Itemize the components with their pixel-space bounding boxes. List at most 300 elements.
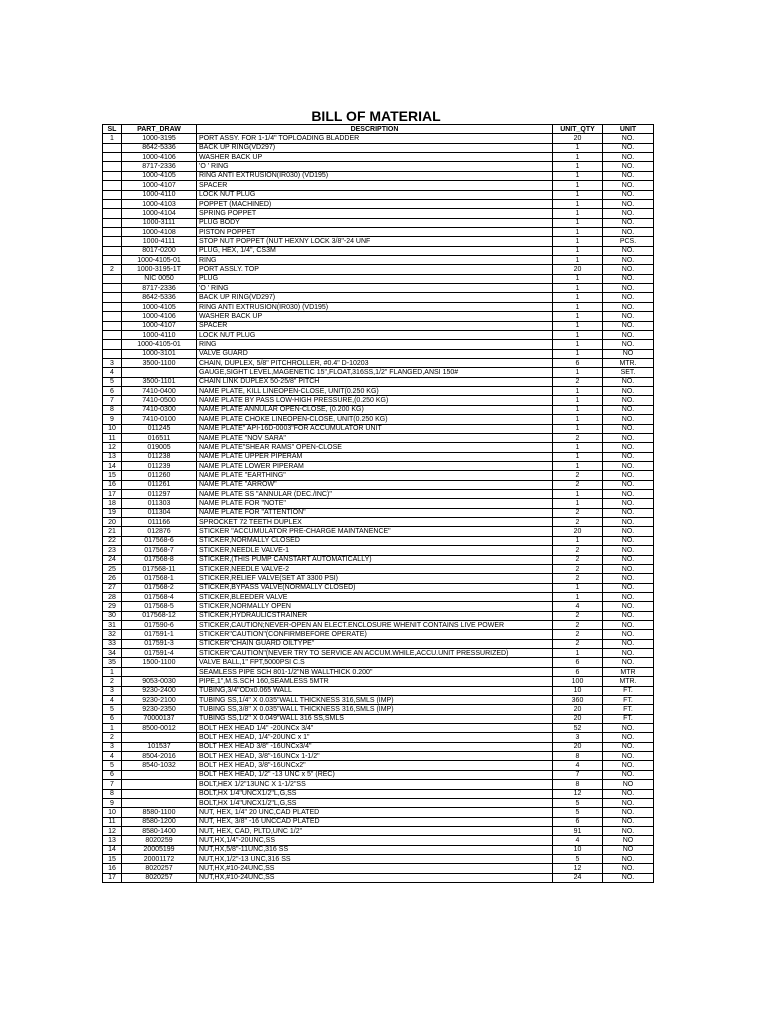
table-row	[103, 798, 654, 807]
cell-unit: NO.	[603, 873, 654, 882]
cell-unit-qty: 5	[553, 798, 603, 807]
table-row	[103, 639, 654, 648]
cell-sl	[103, 312, 122, 321]
cell-unit: NO.	[603, 555, 654, 564]
cell-unit: NO.	[603, 227, 654, 236]
cell-sl: 34	[103, 649, 122, 658]
cell-sl: 3	[103, 742, 122, 751]
cell-sl: 16	[103, 864, 122, 873]
cell-sl: 3	[103, 686, 122, 695]
table-row	[103, 284, 654, 293]
table-row	[103, 724, 654, 733]
table-row	[103, 518, 654, 527]
cell-part-draw: 7410-0400	[122, 387, 197, 396]
cell-sl: 23	[103, 546, 122, 555]
table-row	[103, 377, 654, 386]
cell-unit: NO.	[603, 433, 654, 442]
cell-sl: 4	[103, 695, 122, 704]
cell-unit: NO.	[603, 190, 654, 199]
cell-description: TUBING SS,1/2" X 0.049"WALL 316 SS,SMLS	[197, 714, 553, 723]
cell-description: STICKER,BYPASS VALVE(NORMALLY CLOSED)	[197, 583, 553, 592]
cell-part-draw	[122, 733, 197, 742]
cell-sl: 32	[103, 630, 122, 639]
cell-description: NAME PLATE CHOKE LINEOPEN-CLOSE, UNIT(0.250 KG)	[197, 415, 553, 424]
table-row	[103, 686, 654, 695]
cell-sl: 16	[103, 480, 122, 489]
cell-sl	[103, 143, 122, 152]
cell-sl: 25	[103, 564, 122, 573]
cell-sl: 21	[103, 527, 122, 536]
cell-part-draw: 011238	[122, 452, 197, 461]
table-row	[103, 181, 654, 190]
cell-unit: NO.	[603, 471, 654, 480]
cell-unit-qty: 1	[553, 499, 603, 508]
cell-unit-qty: 1	[553, 190, 603, 199]
cell-part-draw: 1000-4106	[122, 153, 197, 162]
cell-unit-qty: 1	[553, 284, 603, 293]
cell-sl	[103, 246, 122, 255]
table-row	[103, 358, 654, 367]
bill-of-material-table	[102, 124, 654, 883]
cell-sl: 12	[103, 443, 122, 452]
cell-description: PLUG	[197, 274, 553, 283]
cell-description: TUBING SS,3/8" X 0.035"WALL THICKNESS 316,SMLS (IMP)	[197, 705, 553, 714]
cell-part-draw: 012876	[122, 527, 197, 536]
cell-part-draw: 8500-0012	[122, 724, 197, 733]
table-row	[103, 667, 654, 676]
cell-unit: NO.	[603, 405, 654, 414]
cell-sl: 15	[103, 855, 122, 864]
table-row	[103, 752, 654, 761]
cell-unit: NO.	[603, 789, 654, 798]
cell-description: VALVE GUARD	[197, 349, 553, 358]
table-row	[103, 256, 654, 265]
cell-description: NAME PLATE" API-16D-0003"FOR ACCUMULATOR UNIT	[197, 424, 553, 433]
table-row	[103, 480, 654, 489]
cell-unit: NO.	[603, 527, 654, 536]
cell-sl: 5	[103, 761, 122, 770]
table-row	[103, 265, 654, 274]
cell-unit-qty: 2	[553, 574, 603, 583]
cell-unit: NO.	[603, 546, 654, 555]
table-row	[103, 321, 654, 330]
cell-description: SPRING POPPET	[197, 209, 553, 218]
table-row	[103, 508, 654, 517]
cell-unit-qty: 1	[553, 368, 603, 377]
table-row	[103, 714, 654, 723]
cell-sl: 30	[103, 611, 122, 620]
cell-unit: NO.	[603, 592, 654, 601]
cell-description: SPACER	[197, 181, 553, 190]
cell-part-draw: 8540-1032	[122, 761, 197, 770]
cell-unit: NO.	[603, 153, 654, 162]
cell-sl: 24	[103, 555, 122, 564]
cell-part-draw: 011304	[122, 508, 197, 517]
cell-sl: 11	[103, 817, 122, 826]
cell-part-draw: 8717-2336	[122, 284, 197, 293]
cell-unit: NO.	[603, 490, 654, 499]
cell-unit: NO.	[603, 134, 654, 143]
table-row	[103, 817, 654, 826]
cell-part-draw: 1000-4105	[122, 302, 197, 311]
cell-description: BOLT,HEX 1/2"13UNC X 1-1/2"SS	[197, 780, 553, 789]
cell-sl: 11	[103, 433, 122, 442]
cell-sl: 2	[103, 265, 122, 274]
cell-unit-qty: 20	[553, 134, 603, 143]
cell-description: RING	[197, 340, 553, 349]
cell-unit-qty: 360	[553, 695, 603, 704]
cell-sl: 8	[103, 789, 122, 798]
cell-sl: 28	[103, 592, 122, 601]
cell-part-draw	[122, 667, 197, 676]
cell-description: RING	[197, 256, 553, 265]
cell-unit: NO.	[603, 658, 654, 667]
table-row	[103, 836, 654, 845]
cell-sl: 31	[103, 621, 122, 630]
cell-sl	[103, 349, 122, 358]
cell-part-draw: 1000-4110	[122, 190, 197, 199]
cell-unit-qty: 1	[553, 452, 603, 461]
cell-part-draw: 017590-6	[122, 621, 197, 630]
cell-unit: NO.	[603, 864, 654, 873]
cell-unit-qty: 6	[553, 358, 603, 367]
cell-sl: 22	[103, 536, 122, 545]
table-row	[103, 845, 654, 854]
cell-unit-qty: 1	[553, 330, 603, 339]
cell-description: LOCK NUT PLUG	[197, 190, 553, 199]
table-row	[103, 274, 654, 283]
cell-description: RING ANTI EXTRUSION(IR030) (VD195)	[197, 171, 553, 180]
cell-description: NAME PLATE LOWER PIPERAM	[197, 461, 553, 470]
cell-unit: NO.	[603, 312, 654, 321]
cell-part-draw: 1500-1100	[122, 658, 197, 667]
table-row	[103, 396, 654, 405]
cell-unit-qty: 1	[553, 302, 603, 311]
cell-description: LOCK NUT PLUG	[197, 330, 553, 339]
cell-unit: NO.	[603, 630, 654, 639]
table-row	[103, 415, 654, 424]
cell-part-draw: 017568-6	[122, 536, 197, 545]
cell-part-draw: 017568-1	[122, 574, 197, 583]
cell-unit: MTR.	[603, 677, 654, 686]
cell-unit-qty: 1	[553, 246, 603, 255]
cell-unit-qty: 3	[553, 733, 603, 742]
cell-sl: 6	[103, 387, 122, 396]
cell-description: BOLT HEX HEAD, 3/8"-16UNCx2"	[197, 761, 553, 770]
cell-sl: 5	[103, 705, 122, 714]
cell-unit: NO.	[603, 143, 654, 152]
cell-unit: NO.	[603, 649, 654, 658]
cell-description: NAME PLATE, KILL LINEOPEN-CLOSE, UNIT(0.250 KG)	[197, 387, 553, 396]
page-title: BILL OF MATERIAL	[311, 108, 441, 124]
cell-description: SPROCKET 72 TEETH DUPLEX	[197, 518, 553, 527]
cell-unit-qty: 2	[553, 471, 603, 480]
cell-description: STICKER,BLEEDER VALVE	[197, 592, 553, 601]
cell-part-draw: 017568-11	[122, 564, 197, 573]
cell-sl: 2	[103, 677, 122, 686]
cell-part-draw: 1000-4107	[122, 181, 197, 190]
cell-sl: 20	[103, 518, 122, 527]
cell-unit-qty: 20	[553, 705, 603, 714]
cell-description: BOLT HEX HEAD 1/4" -20UNCx 3/4"	[197, 724, 553, 733]
cell-description: CHAIN LINK DUPLEX 50-25/8" PITCH	[197, 377, 553, 386]
cell-unit-qty: 1	[553, 209, 603, 218]
cell-part-draw: 011297	[122, 490, 197, 499]
cell-part-draw: 8580-1400	[122, 826, 197, 835]
table-row	[103, 611, 654, 620]
cell-unit: MTR	[603, 667, 654, 676]
cell-unit: NO.	[603, 518, 654, 527]
cell-unit-qty: 1	[553, 490, 603, 499]
table-row	[103, 143, 654, 152]
cell-part-draw: 017591-3	[122, 639, 197, 648]
cell-description: NAME PLATE "EARTHING"	[197, 471, 553, 480]
cell-unit-qty: 6	[553, 658, 603, 667]
cell-sl: 13	[103, 836, 122, 845]
cell-description: 'O ' RING	[197, 162, 553, 171]
cell-sl: 17	[103, 873, 122, 882]
cell-description: TUBING,3/4"ODx0.065 WALL	[197, 686, 553, 695]
cell-part-draw: 101537	[122, 742, 197, 751]
cell-unit: NO.	[603, 808, 654, 817]
cell-unit-qty: 2	[553, 377, 603, 386]
table-row	[103, 218, 654, 227]
cell-sl: 7	[103, 780, 122, 789]
cell-sl: 1	[103, 724, 122, 733]
cell-sl: 6	[103, 714, 122, 723]
cell-unit: NO.	[603, 415, 654, 424]
table-row	[103, 209, 654, 218]
cell-sl: 29	[103, 602, 122, 611]
table-row	[103, 733, 654, 742]
cell-unit: NO	[603, 836, 654, 845]
cell-description: NAME PLATE FOR "ATTENTION"	[197, 508, 553, 517]
cell-unit-qty: 20	[553, 742, 603, 751]
cell-description: BOLT HEX HEAD, 3/8"-16UNCx 1-1/2"	[197, 752, 553, 761]
cell-unit-qty: 2	[553, 480, 603, 489]
cell-description: NUT,HX,1/2"-13 UNC,316 SS	[197, 855, 553, 864]
cell-unit: NO.	[603, 284, 654, 293]
table-row	[103, 330, 654, 339]
cell-description: BOLT,HX 1/4"UNCX1/2"L,G,SS	[197, 789, 553, 798]
cell-description: VALVE BALL,1" FPT,5000PSI C.S	[197, 658, 553, 667]
cell-unit-qty: 5	[553, 808, 603, 817]
cell-part-draw: 1000-3195-1T	[122, 265, 197, 274]
cell-unit-qty: 8	[553, 752, 603, 761]
table-row	[103, 237, 654, 246]
cell-unit-qty: 1	[553, 592, 603, 601]
column-header-sl: SL	[103, 125, 122, 134]
table-row	[103, 677, 654, 686]
cell-unit-qty: 1	[553, 649, 603, 658]
cell-unit-qty: 4	[553, 761, 603, 770]
table-row	[103, 621, 654, 630]
cell-sl	[103, 330, 122, 339]
table-row	[103, 227, 654, 236]
cell-description: PIPE,1",M.S.SCH 160,SEAMLESS 5MTR	[197, 677, 553, 686]
cell-unit: FT.	[603, 695, 654, 704]
cell-unit-qty: 52	[553, 724, 603, 733]
cell-unit: PCS.	[603, 237, 654, 246]
table-row	[103, 368, 654, 377]
cell-description: STICKER,CAUTION;NEVER-OPEN AN ELECT.ENCLOSURE WHENIT CONTAINS LIVE POWER	[197, 621, 553, 630]
cell-sl: 5	[103, 377, 122, 386]
table-row	[103, 452, 654, 461]
table-row	[103, 649, 654, 658]
table-row	[103, 583, 654, 592]
cell-sl: 3	[103, 358, 122, 367]
cell-unit: NO.	[603, 621, 654, 630]
cell-unit-qty: 2	[553, 508, 603, 517]
cell-unit-qty: 1	[553, 424, 603, 433]
cell-description: STICKER,NORMALLY OPEN	[197, 602, 553, 611]
table-row	[103, 574, 654, 583]
cell-unit-qty: 2	[553, 621, 603, 630]
cell-unit-qty: 20	[553, 714, 603, 723]
cell-description: CHAIN, DUPLEX, 5/8" PITCHROLLER, #0.4" D-10203	[197, 358, 553, 367]
cell-unit: NO.	[603, 162, 654, 171]
cell-unit: NO.	[603, 246, 654, 255]
cell-unit-qty: 1	[553, 143, 603, 152]
cell-unit-qty: 1	[553, 162, 603, 171]
cell-description: BACK UP RING(VD297)	[197, 293, 553, 302]
cell-part-draw	[122, 780, 197, 789]
cell-part-draw: 017568-7	[122, 546, 197, 555]
cell-unit-qty: 10	[553, 686, 603, 695]
cell-description: STICKER"CAUTION"(NEVER TRY TO SERVICE AN ACCUM.WHILE,ACCU.UNIT PRESSURIZED)	[197, 649, 553, 658]
cell-sl	[103, 256, 122, 265]
cell-description: SPACER	[197, 321, 553, 330]
cell-unit: SET.	[603, 368, 654, 377]
cell-description: STICKER"CAUTION"(CONFIRMBEFORE OPERATE)	[197, 630, 553, 639]
cell-unit-qty: 2	[553, 433, 603, 442]
cell-unit: NO.	[603, 330, 654, 339]
cell-description: TUBING SS,1/4" X 0.035"WALL THICKNESS 316,SMLS (IMP)	[197, 695, 553, 704]
cell-part-draw: 8717-2336	[122, 162, 197, 171]
cell-sl	[103, 171, 122, 180]
cell-part-draw: 017568-5	[122, 602, 197, 611]
column-header-unit-qty: UNIT_QTY	[553, 125, 603, 134]
cell-description: NUT, HEX, CAD, PLTD,UNC 1/2"	[197, 826, 553, 835]
cell-sl: 1	[103, 667, 122, 676]
cell-part-draw: 8580-1100	[122, 808, 197, 817]
table-row	[103, 658, 654, 667]
cell-description: STICKER "ACCUMULATOR PRE-CHARGE MAINTANENCE"	[197, 527, 553, 536]
cell-unit: NO	[603, 780, 654, 789]
cell-part-draw: 9230-2100	[122, 695, 197, 704]
cell-sl: 17	[103, 490, 122, 499]
cell-sl	[103, 227, 122, 236]
cell-description: PLUG BODY	[197, 218, 553, 227]
table-row	[103, 546, 654, 555]
table-row	[103, 424, 654, 433]
cell-description: STICKER,RELIEF VALVE(SET AT 3300 PSI)	[197, 574, 553, 583]
cell-unit-qty: 24	[553, 873, 603, 882]
cell-sl: 9	[103, 415, 122, 424]
cell-unit: NO.	[603, 536, 654, 545]
cell-description: PORT ASSLY. TOP	[197, 265, 553, 274]
cell-unit: NO	[603, 845, 654, 854]
cell-description: STICKER,NORMALLY CLOSED	[197, 536, 553, 545]
table-row	[103, 490, 654, 499]
cell-part-draw: 011303	[122, 499, 197, 508]
table-header-row	[103, 125, 654, 134]
cell-part-draw: 8017-0200	[122, 246, 197, 255]
cell-part-draw	[122, 789, 197, 798]
cell-part-draw: 1000-3195	[122, 134, 197, 143]
cell-sl	[103, 274, 122, 283]
cell-unit: NO.	[603, 508, 654, 517]
cell-part-draw: 017568-2	[122, 583, 197, 592]
cell-unit-qty: 1	[553, 405, 603, 414]
cell-unit-qty: 2	[553, 630, 603, 639]
table-row	[103, 536, 654, 545]
cell-sl: 2	[103, 733, 122, 742]
cell-sl: 12	[103, 826, 122, 835]
cell-unit-qty: 2	[553, 564, 603, 573]
cell-unit: NO.	[603, 321, 654, 330]
cell-description: SEAMLESS PIPE SCH 801-1/2"NB WALLTHICK 0.200"	[197, 667, 553, 676]
cell-sl	[103, 293, 122, 302]
cell-sl: 14	[103, 845, 122, 854]
cell-sl: 10	[103, 424, 122, 433]
cell-unit: NO.	[603, 171, 654, 180]
cell-sl	[103, 199, 122, 208]
cell-part-draw: 8504-2016	[122, 752, 197, 761]
cell-description: NAME PLATE "NOV SARA"	[197, 433, 553, 442]
cell-unit-qty: 91	[553, 826, 603, 835]
cell-part-draw: 3500-1101	[122, 377, 197, 386]
cell-sl	[103, 218, 122, 227]
cell-unit-qty: 1	[553, 536, 603, 545]
cell-unit: NO.	[603, 340, 654, 349]
cell-sl	[103, 190, 122, 199]
table-row	[103, 387, 654, 396]
cell-description: WASHER BACK UP	[197, 153, 553, 162]
cell-unit: NO.	[603, 583, 654, 592]
cell-description: STOP NUT POPPET (NUT HEXNY LOCK 3/8"-24 UNF	[197, 237, 553, 246]
cell-sl	[103, 162, 122, 171]
cell-part-draw: 7410-0500	[122, 396, 197, 405]
cell-unit-qty: 1	[553, 181, 603, 190]
cell-part-draw: 011261	[122, 480, 197, 489]
cell-unit-qty: 1	[553, 293, 603, 302]
cell-unit-qty: 10	[553, 845, 603, 854]
cell-unit-qty: 4	[553, 836, 603, 845]
column-header-unit: UNIT	[603, 125, 654, 134]
cell-part-draw: 7410-0100	[122, 415, 197, 424]
table-row	[103, 443, 654, 452]
cell-part-draw: 017568-12	[122, 611, 197, 620]
cell-sl	[103, 181, 122, 190]
table-body	[103, 134, 654, 883]
cell-unit-qty: 1	[553, 227, 603, 236]
table-row	[103, 630, 654, 639]
cell-unit: NO.	[603, 256, 654, 265]
cell-part-draw: 8020257	[122, 873, 197, 882]
cell-description: NAME PLATE UPPER PIPERAM	[197, 452, 553, 461]
cell-unit-qty: 1	[553, 396, 603, 405]
cell-description: RING ANTI EXTRUSION(IR030) (VD195)	[197, 302, 553, 311]
cell-description: NAME PLATE FOR "NOTE"	[197, 499, 553, 508]
cell-part-draw: 20001172	[122, 855, 197, 864]
cell-sl	[103, 321, 122, 330]
cell-unit: NO.	[603, 209, 654, 218]
cell-unit-qty: 7	[553, 770, 603, 779]
cell-description: NUT,HX,1/4"-20UNC,SS	[197, 836, 553, 845]
table-row	[103, 770, 654, 779]
cell-unit: NO.	[603, 602, 654, 611]
